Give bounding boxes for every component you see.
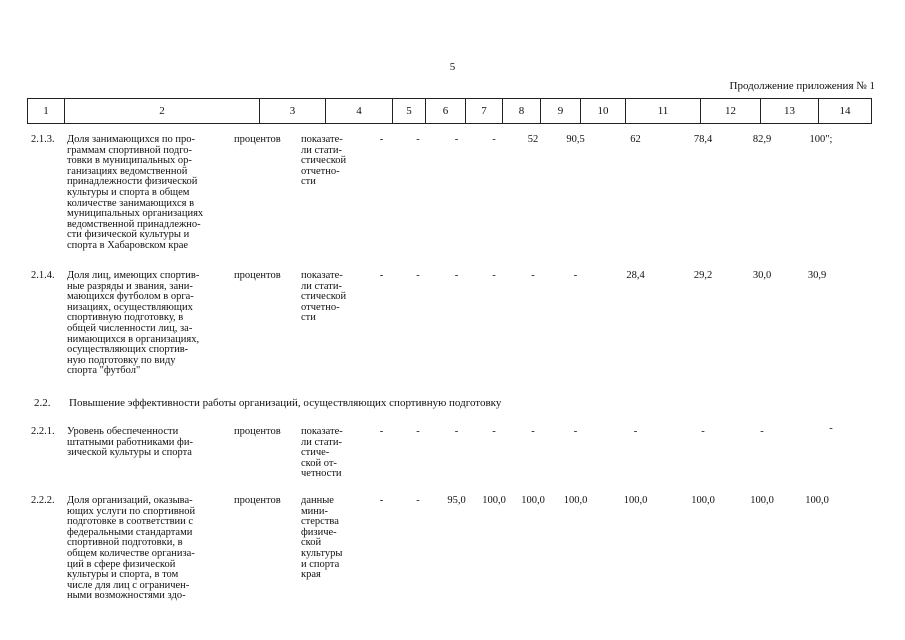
row-name: Доля лиц, имеющих спортив- ные разряды и звания, зани- мающихся футболом в орга- низациях, осуществляющих спортивную подготовку, в общей численности лиц, за- нимающихся в организациях, осуществляющих спортив- ную подготовку по виду спорта "футбол" <box>67 270 200 377</box>
value-cell: - <box>701 426 705 437</box>
value-cell: - <box>379 134 384 145</box>
value-cell: - <box>416 270 420 281</box>
value-cell: - <box>531 270 535 281</box>
row-unit: процентов <box>234 426 281 437</box>
col-header: 7 <box>466 99 503 123</box>
value-cell: 30,0 <box>752 270 772 281</box>
col-header: 12 <box>701 99 761 123</box>
col-header: 4 <box>326 99 393 123</box>
row-unit: процентов <box>234 495 281 506</box>
value-cell: - <box>416 495 420 506</box>
row-source: показате- ли стати- стиче- ской от- четности <box>301 426 343 480</box>
value-cell: 100,0 <box>623 495 648 506</box>
row-source: данные мини- стерства физиче- ской культуры и спорта края <box>301 495 343 581</box>
row-code: 2.1.4. <box>31 270 55 281</box>
row-code: 2.2.1. <box>31 426 55 437</box>
value-cell: 100,0 <box>563 495 588 506</box>
value-cell: 100,0 <box>482 495 506 506</box>
row-unit: процентов <box>234 270 281 281</box>
value-cell: - <box>379 426 384 437</box>
value-cell: - <box>492 426 496 437</box>
value-cell: - <box>454 270 459 281</box>
value-cell: 100,0 <box>691 495 715 506</box>
section-title: Повышение эффективности работы организаций, осуществляющих спортивную подготовку <box>69 397 502 409</box>
value-cell: 100,0 <box>805 495 829 506</box>
col-header: 14 <box>839 105 851 117</box>
value-cell: - <box>416 134 420 145</box>
value-cell: - <box>573 426 578 437</box>
value-cell: - <box>633 426 638 437</box>
value-cell: 100"; <box>809 134 833 145</box>
row-name: Доля организаций, оказыва- ющих услуги по спортивной подготовке в соответствии с федеральными стандартами спортивной подготовки, в общем количестве организа- ций в сфере физической культуры и спорта, в том числе для лиц с ограничен- ными возможностями здо- <box>67 495 196 602</box>
value-cell: 78,4 <box>693 134 713 145</box>
section-code: 2.2. <box>34 397 51 409</box>
col-header: 11 <box>626 99 701 123</box>
value-cell: - <box>492 270 496 281</box>
value-cell: 28,4 <box>626 270 645 281</box>
value-cell: - <box>760 426 764 437</box>
col-header: 8 <box>503 99 541 123</box>
row-code: 2.1.3. <box>31 134 55 145</box>
col-header: 1 <box>28 99 65 123</box>
value-cell: 90,5 <box>566 134 585 145</box>
row-name: Доля занимающихся по про- граммам спортивной подго- товки в муниципальных ор- ганизациях ведомственной принадлежности физической культуры и спорта в общем количестве занимающихся в муниципальных организациях ведомственной принадлежно- сти физической культуры и спорта в Хабаровском крае <box>67 134 204 251</box>
col-header: 2 <box>65 99 260 123</box>
value-cell: 100,0 <box>750 495 774 506</box>
value-cell: - <box>454 134 459 145</box>
value-cell: 30,9 <box>807 270 827 281</box>
value-cell: - <box>531 426 535 437</box>
row-source: показате- ли стати- стической отчетно- сти <box>301 134 347 188</box>
page-number: 5 <box>449 61 456 73</box>
col-header: 10 <box>581 99 626 123</box>
value-cell: - <box>573 270 578 281</box>
value-cell: - <box>454 426 459 437</box>
row-source: показате- ли стати- стической отчетно- сти <box>301 270 347 324</box>
col-header: 3 <box>260 99 326 123</box>
row-unit: процентов <box>234 134 281 145</box>
row-name: Уровень обеспеченности штатными работниками фи- зической культуры и спорта <box>67 426 193 459</box>
value-cell: 100,0 <box>521 495 545 506</box>
value-cell: - <box>379 495 384 506</box>
table-header <box>27 98 872 124</box>
value-cell: 52 <box>527 134 539 145</box>
value-cell: 82,9 <box>752 134 772 145</box>
value-cell: 95,0 <box>447 495 466 506</box>
col-header: 5 <box>393 99 426 123</box>
row-code: 2.2.2. <box>31 495 55 506</box>
value-cell: 29,2 <box>693 270 713 281</box>
value-cell: - <box>379 270 384 281</box>
value-cell: - <box>492 134 496 145</box>
continuation-label: Продолжение приложения № 1 <box>729 80 875 92</box>
col-header: 9 <box>541 99 581 123</box>
value-cell: - <box>829 423 833 434</box>
col-header: 13 <box>761 99 819 123</box>
value-cell: 62 <box>630 134 641 145</box>
value-cell: - <box>416 426 420 437</box>
col-header: 6 <box>426 99 466 123</box>
